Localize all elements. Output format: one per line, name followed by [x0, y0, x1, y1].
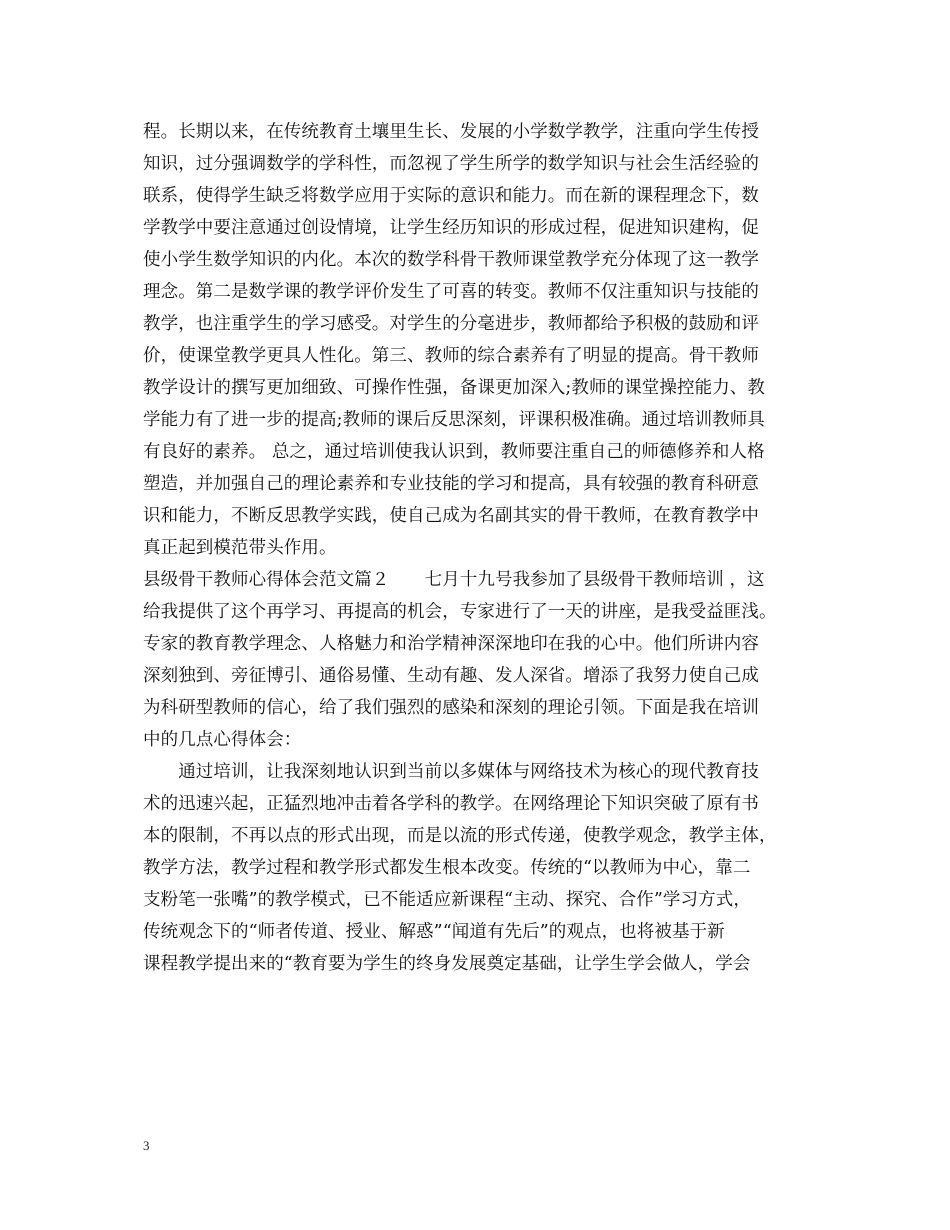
text-line: 通过培训，让我深刻地认识到当前以多媒体与网络技术为核心的现代教育技	[143, 762, 759, 782]
text-line: 教学，也注重学生的学习感受。对学生的分毫进步，教师都给予积极的鼓励和评	[143, 314, 759, 334]
text-line: 术的迅速兴起，正猛烈地冲击着各学科的教学。在网络理论下知识突破了原有书	[143, 794, 759, 814]
text-line: 给我提供了这个再学习、再提高的机会，专家进行了一天的讲座，是我受益匪浅。	[143, 602, 777, 622]
text-line: 学能力有了进一步的提高;教师的课后反思深刻，评课积极准确。通过培训教师具	[143, 410, 765, 430]
body-text	[143, 116, 813, 980]
text-line: 价，使课堂教学更具人性化。第三、教师的综合素养有了明显的提高。骨干教师	[143, 346, 759, 366]
text-line: 本的限制，不再以点的形式出现，而是以流的形式传递，使教学观念，教学主体，	[143, 826, 777, 846]
text-line: 学教学中要注意通过创设情境，让学生经历知识的形成过程，促进知识建构，促	[143, 218, 759, 238]
text-line: 教学方法，教学过程和教学形式都发生根本改变。传统的“以教师为中心，靠二	[143, 858, 751, 878]
text-line: 专家的教育教学理念、人格魅力和治学精神深深地印在我的心中。他们所讲内容	[143, 634, 759, 654]
text-line: 传统观念下的“师者传道、授业、解惑”“闻道有先后”的观点，也将被基于新	[143, 922, 725, 942]
text-line: 为科研型教师的信心，给了我们强烈的感染和深刻的理论引领。下面是我在培训	[143, 698, 759, 718]
section-heading-line: 县级骨干教师心得体会范文篇２ 七月十九号我参加了县级骨干教师培训 ，这	[143, 570, 765, 590]
text-line: 深刻独到、旁征博引、通俗易懂、生动有趣、发人深省。增添了我努力使自己成	[143, 666, 759, 686]
page-number: 3	[143, 1138, 150, 1153]
text-line: 真正起到模范带头作用。	[143, 538, 337, 558]
text-line: 支粉笔一张嘴”的教学模式，已不能适应新课程“主动、探究、合作”学习方式，	[143, 890, 751, 910]
text-line: 知识，过分强调数学的学科性，而忽视了学生所学的数学知识与社会生活经验的	[143, 154, 759, 174]
text-line: 联系，使得学生缺乏将数学应用于实际的意识和能力。而在新的课程理念下，数	[143, 186, 759, 206]
text-line: 使小学生数学知识的内化。本次的数学科骨干教师课堂教学充分体现了这一教学	[143, 250, 759, 270]
text-line: 中的几点心得体会：	[143, 730, 302, 750]
text-line: 课程教学提出来的“教育要为学生的终身发展奠定基础，让学生学会做人，学会	[143, 954, 751, 974]
text-line: 识和能力，不断反思教学实践，使自己成为名副其实的骨干教师，在教育教学中	[143, 506, 759, 526]
text-line: 塑造，并加强自己的理论素养和专业技能的学习和提高，具有较强的教育科研意	[143, 474, 759, 494]
text-line: 教学设计的撰写更加细致、可操作性强，备课更加深入;教师的课堂操控能力、教	[143, 378, 765, 398]
text-line: 程。长期以来，在传统教育土壤里生长、发展的小学数学教学，注重向学生传授	[143, 122, 759, 142]
text-line: 理念。第二是数学课的教学评价发生了可喜的转变。教师不仅注重知识与技能的	[143, 282, 759, 302]
text-line: 有良好的素养。 总之，通过培训使我认识到，教师要注重自己的师德修养和人格	[143, 442, 765, 462]
